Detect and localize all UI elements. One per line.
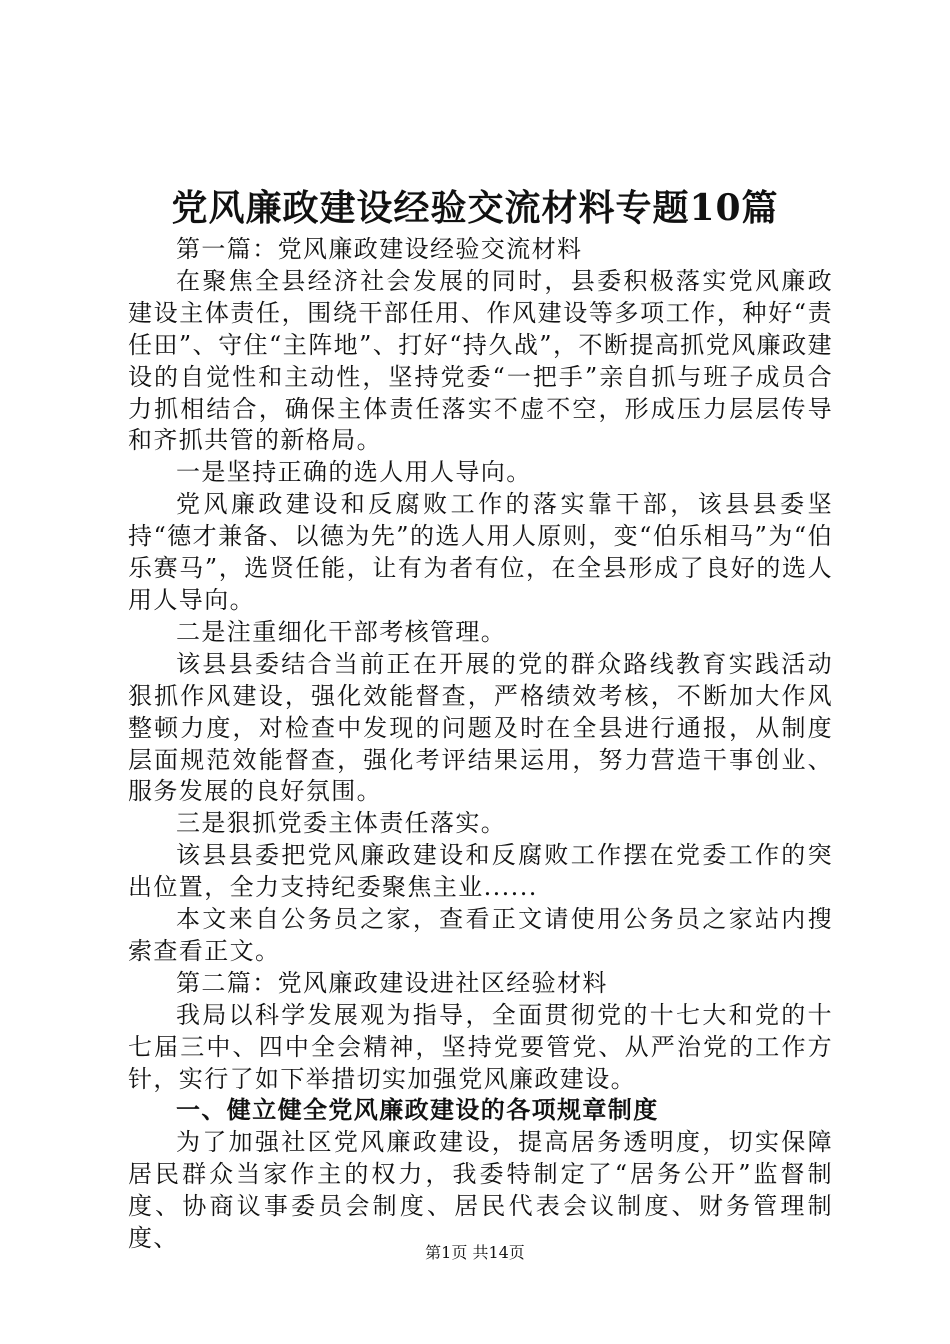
document-title: 党风廉政建设经验交流材料专题10篇 xyxy=(171,187,779,229)
paragraph: 我局以科学发展观为指导，全面贯彻党的十七大和党的十七届三中、四中全会精神，坚持党要管党、从严治党的工作方针，实行了如下举措切实加强党风廉政建设。 xyxy=(128,1000,833,1093)
page-number-footer: 第1页 共14页 xyxy=(425,1243,525,1262)
paragraph: 在聚焦全县经济社会发展的同时，县委积极落实党风廉政建设主体责任，围绕干部任用、作风建设等多项工作，种好“责任田”、守住“主阵地”、打好“持久战”，不断提高抓党风廉政建设的自觉性和主动性，坚持党委“一把手”亲自抓与班子成员合力抓相结合，确保主体责任落实不虚不空，形成压力层层传导和齐抓共管的新格局。 xyxy=(128,266,833,455)
paragraph: 第一篇：党风廉政建设经验交流材料 xyxy=(176,235,583,263)
section-heading: 一、健立健全党风廉政建设的各项规章制度 xyxy=(176,1096,659,1125)
paragraph: 二是注重细化干部考核管理。 xyxy=(176,617,507,646)
paragraph: 党风廉政建设和反腐败工作的落实靠干部，该县县委坚持“德才兼备、以德为先”的选人用人原则，变“伯乐相马”为“伯乐赛马”，选贤任能，让有为者有位，在全县形成了良好的选人用人导向。 xyxy=(128,490,833,614)
paragraph: 本文来自公务员之家，查看正文请使用公务员之家站内搜索查看正文。 xyxy=(128,905,833,965)
document-body xyxy=(128,234,833,1255)
paragraph: 该县县委把党风廉政建设和反腐败工作摆在党委工作的突出位置，全力支持纪委聚焦主业...... xyxy=(128,841,833,902)
paragraph: 该县县委结合当前正在开展的党的群众路线教育实践活动狠抓作风建设，强化效能督查，严格绩效考核，不断加大作风整顿力度，对检查中发现的问题及时在全县进行通报，从制度层面规范效能督查，强化考评结果运用，努力营造干事创业、服务发展的良好氛围。 xyxy=(128,649,833,806)
paragraph: 一是坚持正确的选人用人导向。 xyxy=(176,458,532,487)
paragraph: 三是狠抓党委主体责任落实。 xyxy=(176,809,507,838)
paragraph: 为了加强社区党风廉政建设，提高居务透明度，切实保障居民群众当家作主的权力，我委特制定了“居务公开”监督制度、协商议事委员会制度、居民代表会议制度、财务管理制度、 xyxy=(128,1128,833,1253)
paragraph: 第二篇：党风廉政建设进社区经验材料 xyxy=(176,968,608,997)
